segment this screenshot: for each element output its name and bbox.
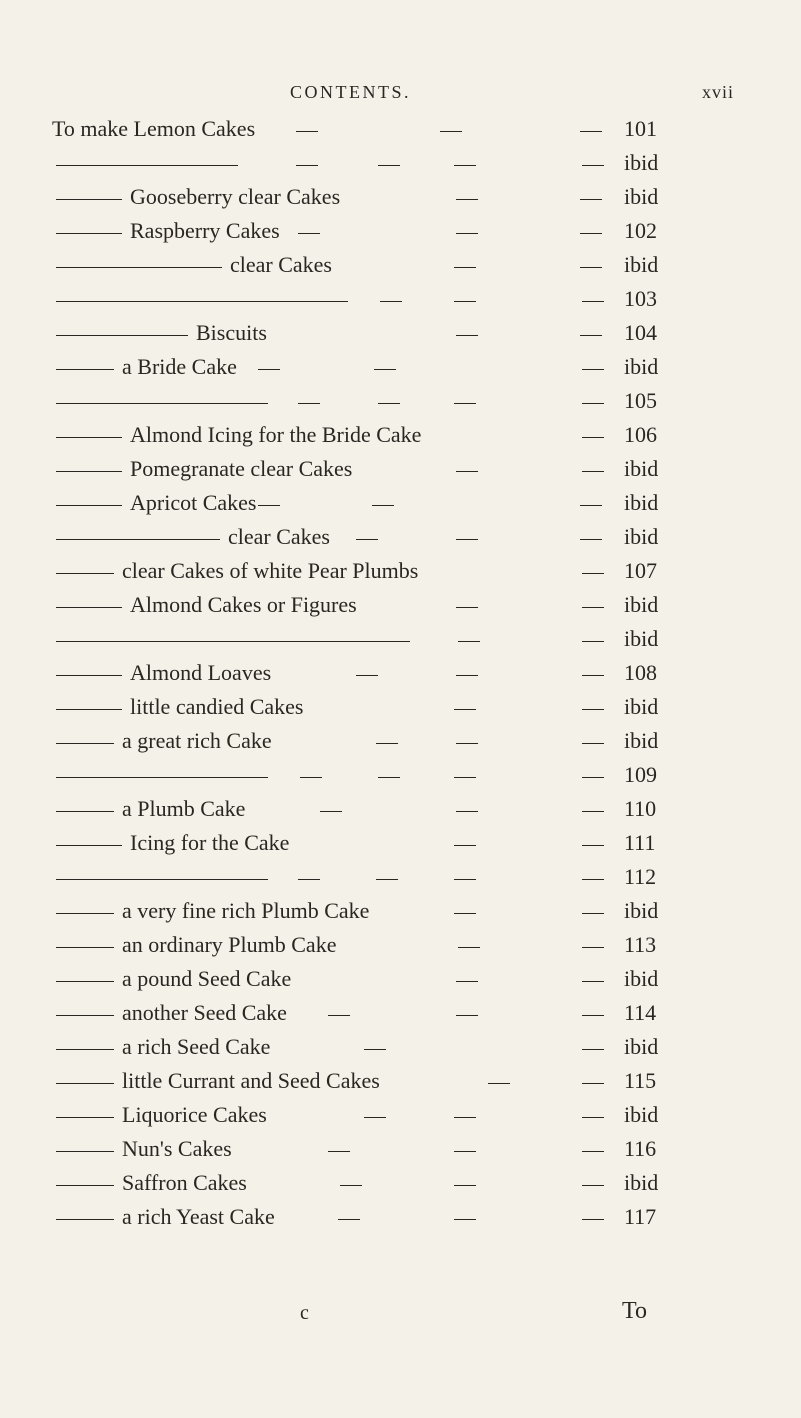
- entry-page: 113: [624, 932, 657, 957]
- leader-dash: [298, 879, 320, 880]
- entry-page: 102: [624, 218, 657, 243]
- leader-dash: [328, 1015, 350, 1016]
- page-number: xvii: [702, 82, 735, 102]
- toc-entry: [0, 760, 801, 794]
- toc-entry: [0, 930, 801, 964]
- entry-title: a rich Seed Cake: [122, 1034, 271, 1059]
- toc-entry: [0, 556, 801, 590]
- entry-title: clear Cakes: [228, 524, 330, 549]
- entry-page: 106: [624, 422, 657, 447]
- toc-entry: [0, 1134, 801, 1168]
- ditto-rule: [56, 539, 220, 540]
- leader-dash: [298, 403, 320, 404]
- toc-entry: [0, 1100, 801, 1134]
- entry-page: 112: [624, 864, 657, 889]
- toc-entry: [0, 454, 801, 488]
- leader-dash: [580, 199, 602, 200]
- leader-dash: [582, 301, 604, 302]
- ditto-rule: [56, 845, 122, 846]
- toc-entry: [0, 964, 801, 998]
- leader-dash: [582, 641, 604, 642]
- ditto-rule: [56, 1219, 114, 1220]
- ditto-rule: [56, 743, 114, 744]
- toc-entry: [0, 420, 801, 454]
- entry-title: Saffron Cakes: [122, 1170, 247, 1195]
- leader-dash: [376, 879, 398, 880]
- ditto-rule: [56, 879, 268, 880]
- ditto-rule: [56, 437, 122, 438]
- entry-title: Raspberry Cakes: [130, 218, 280, 243]
- leader-dash: [456, 335, 478, 336]
- leader-dash: [296, 165, 318, 166]
- leader-dash: [582, 675, 604, 676]
- toc-entry: [0, 284, 801, 318]
- ditto-rule: [56, 1083, 114, 1084]
- toc-entry: [0, 216, 801, 250]
- leader-dash: [258, 369, 280, 370]
- leader-dash: [456, 539, 478, 540]
- leader-dash: [380, 301, 402, 302]
- entry-title: an ordinary Plumb Cake: [122, 932, 337, 957]
- leader-dash: [320, 811, 342, 812]
- ditto-rule: [56, 573, 114, 574]
- entry-page: 104: [624, 320, 657, 345]
- running-title: CONTENTS.: [290, 82, 411, 102]
- entry-page: 103: [624, 286, 657, 311]
- entry-title: a Plumb Cake: [122, 796, 246, 821]
- entry-page: 107: [624, 558, 657, 583]
- entry-page: ibid: [624, 626, 659, 651]
- entry-page: ibid: [624, 898, 659, 923]
- entry-page: ibid: [624, 1102, 659, 1127]
- toc-entry: [0, 692, 801, 726]
- leader-dash: [456, 811, 478, 812]
- toc-entry: [0, 318, 801, 352]
- toc-entry: [0, 862, 801, 896]
- ditto-rule: [56, 1015, 114, 1016]
- entry-title: a Bride Cake: [122, 354, 237, 379]
- entry-page: 111: [624, 830, 656, 855]
- entry-title: clear Cakes of white Pear Plumbs: [122, 558, 419, 583]
- leader-dash: [364, 1117, 386, 1118]
- entry-page: ibid: [624, 490, 659, 515]
- leader-dash: [456, 471, 478, 472]
- leader-dash: [458, 641, 480, 642]
- entry-title: a pound Seed Cake: [122, 966, 292, 991]
- leader-dash: [582, 879, 604, 880]
- toc-entry: [0, 896, 801, 930]
- ditto-rule: [56, 199, 122, 200]
- ditto-rule: [56, 403, 268, 404]
- leader-dash: [456, 675, 478, 676]
- leader-dash: [300, 777, 322, 778]
- leader-dash: [454, 879, 476, 880]
- leader-dash: [328, 1151, 350, 1152]
- entry-page: ibid: [624, 524, 659, 549]
- signature-mark: c: [300, 1302, 309, 1324]
- leader-dash: [454, 709, 476, 710]
- leader-dash: [364, 1049, 386, 1050]
- toc-entry: [0, 794, 801, 828]
- leader-dash: [374, 369, 396, 370]
- leader-dash: [580, 267, 602, 268]
- leader-dash: [582, 1219, 604, 1220]
- entry-page: ibid: [624, 592, 659, 617]
- entry-page: 109: [624, 762, 657, 787]
- toc-entry: [0, 726, 801, 760]
- leader-dash: [454, 845, 476, 846]
- leader-dash: [440, 131, 462, 132]
- leader-dash: [582, 437, 604, 438]
- leader-dash: [580, 233, 602, 234]
- ditto-rule: [56, 1185, 114, 1186]
- leader-dash: [454, 1117, 476, 1118]
- toc-entry: [0, 1032, 801, 1066]
- leader-dash: [582, 165, 604, 166]
- leader-dash: [296, 131, 318, 132]
- ditto-rule: [56, 471, 122, 472]
- toc-entry: [0, 624, 801, 658]
- ditto-rule: [56, 1117, 114, 1118]
- leader-dash: [458, 947, 480, 948]
- leader-dash: [580, 131, 602, 132]
- entry-page: 101: [624, 116, 657, 141]
- leader-dash: [582, 573, 604, 574]
- leader-dash: [582, 1083, 604, 1084]
- ditto-rule: [56, 165, 238, 166]
- leader-dash: [582, 709, 604, 710]
- leader-dash: [456, 743, 478, 744]
- toc-entry: [0, 522, 801, 556]
- leader-dash: [456, 1015, 478, 1016]
- leader-dash: [376, 743, 398, 744]
- toc-entry: [0, 488, 801, 522]
- ditto-rule: [56, 641, 410, 642]
- leader-dash: [582, 607, 604, 608]
- entry-page: ibid: [624, 966, 659, 991]
- entry-title: Liquorice Cakes: [122, 1102, 267, 1127]
- leader-dash: [454, 777, 476, 778]
- leader-dash: [582, 743, 604, 744]
- leader-dash: [582, 845, 604, 846]
- toc-entry: [0, 182, 801, 216]
- ditto-rule: [56, 369, 114, 370]
- ditto-rule: [56, 301, 348, 302]
- toc-entry: [0, 828, 801, 862]
- entry-title: Apricot Cakes: [130, 490, 257, 515]
- leader-dash: [582, 777, 604, 778]
- toc-entry: [0, 1066, 801, 1100]
- leader-dash: [338, 1219, 360, 1220]
- entry-page: ibid: [624, 728, 659, 753]
- leader-dash: [582, 811, 604, 812]
- leader-dash: [582, 1185, 604, 1186]
- entry-title: clear Cakes: [230, 252, 332, 277]
- toc-entry: [0, 998, 801, 1032]
- toc-entry: [0, 148, 801, 182]
- ditto-rule: [56, 913, 114, 914]
- entry-page: 105: [624, 388, 657, 413]
- leader-dash: [454, 267, 476, 268]
- leader-dash: [582, 1049, 604, 1050]
- leader-dash: [582, 1015, 604, 1016]
- leader-dash: [356, 675, 378, 676]
- entry-title: a very fine rich Plumb Cake: [122, 898, 370, 923]
- leader-dash: [356, 539, 378, 540]
- ditto-rule: [56, 267, 222, 268]
- entry-title: Icing for the Cake: [130, 830, 290, 855]
- entry-page: 115: [624, 1068, 657, 1093]
- leader-dash: [488, 1083, 510, 1084]
- leader-dash: [456, 199, 478, 200]
- leader-dash: [580, 335, 602, 336]
- entry-page: 110: [624, 796, 657, 821]
- ditto-rule: [56, 947, 114, 948]
- leader-dash: [456, 981, 478, 982]
- leader-dash: [582, 913, 604, 914]
- leader-dash: [378, 403, 400, 404]
- ditto-rule: [56, 335, 188, 336]
- leader-dash: [378, 165, 400, 166]
- entry-title: Biscuits: [196, 320, 267, 345]
- toc-entry: [0, 590, 801, 624]
- entry-page: ibid: [624, 1034, 659, 1059]
- toc-entry: [0, 1168, 801, 1202]
- entry-title: Almond Loaves: [130, 660, 272, 685]
- leader-dash: [582, 1151, 604, 1152]
- leader-dash: [454, 301, 476, 302]
- leader-dash: [454, 913, 476, 914]
- leader-dash: [582, 471, 604, 472]
- leader-dash: [582, 981, 604, 982]
- ditto-rule: [56, 505, 122, 506]
- toc-entry: [0, 386, 801, 420]
- leader-dash: [582, 947, 604, 948]
- entry-page: ibid: [624, 184, 659, 209]
- entry-page: ibid: [624, 150, 659, 175]
- entry-title: To make Lemon Cakes: [52, 116, 256, 141]
- ditto-rule: [56, 1049, 114, 1050]
- entry-title: Almond Cakes or Figures: [130, 592, 357, 617]
- leader-dash: [582, 369, 604, 370]
- ditto-rule: [56, 1151, 114, 1152]
- ditto-rule: [56, 777, 268, 778]
- entry-title: another Seed Cake: [122, 1000, 287, 1025]
- ditto-rule: [56, 233, 122, 234]
- entry-page: 108: [624, 660, 657, 685]
- entry-title: Almond Icing for the Bride Cake: [130, 422, 422, 447]
- toc-entry: [0, 114, 801, 148]
- leader-dash: [340, 1185, 362, 1186]
- leader-dash: [298, 233, 320, 234]
- ditto-rule: [56, 811, 114, 812]
- leader-dash: [454, 1151, 476, 1152]
- entry-page: ibid: [624, 252, 659, 277]
- entry-page: ibid: [624, 694, 659, 719]
- entry-page: 117: [624, 1204, 657, 1229]
- entry-title: Nun's Cakes: [122, 1136, 232, 1161]
- leader-dash: [372, 505, 394, 506]
- leader-dash: [582, 403, 604, 404]
- entry-page: ibid: [624, 456, 659, 481]
- toc-entry: [0, 658, 801, 692]
- entry-title: little candied Cakes: [130, 694, 304, 719]
- entry-title: a rich Yeast Cake: [122, 1204, 275, 1229]
- leader-dash: [454, 1219, 476, 1220]
- leader-dash: [378, 777, 400, 778]
- toc-entry: [0, 250, 801, 284]
- leader-dash: [582, 1117, 604, 1118]
- toc-entry: [0, 1202, 801, 1236]
- ditto-rule: [56, 607, 122, 608]
- ditto-rule: [56, 981, 114, 982]
- leader-dash: [580, 505, 602, 506]
- leader-dash: [454, 165, 476, 166]
- leader-dash: [456, 233, 478, 234]
- entry-title: a great rich Cake: [122, 728, 272, 753]
- leader-dash: [454, 1185, 476, 1186]
- entry-title: Pomegranate clear Cakes: [130, 456, 353, 481]
- leader-dash: [456, 607, 478, 608]
- ditto-rule: [56, 709, 122, 710]
- catchword: To: [622, 1298, 647, 1324]
- entry-title: Gooseberry clear Cakes: [130, 184, 341, 209]
- ditto-rule: [56, 675, 122, 676]
- leader-dash: [258, 505, 280, 506]
- leader-dash: [580, 539, 602, 540]
- entry-title: little Currant and Seed Cakes: [122, 1068, 380, 1093]
- leader-dash: [454, 403, 476, 404]
- toc-entry: [0, 352, 801, 386]
- entry-page: ibid: [624, 1170, 659, 1195]
- entry-page: 116: [624, 1136, 657, 1161]
- entry-page: 114: [624, 1000, 657, 1025]
- entry-page: ibid: [624, 354, 659, 379]
